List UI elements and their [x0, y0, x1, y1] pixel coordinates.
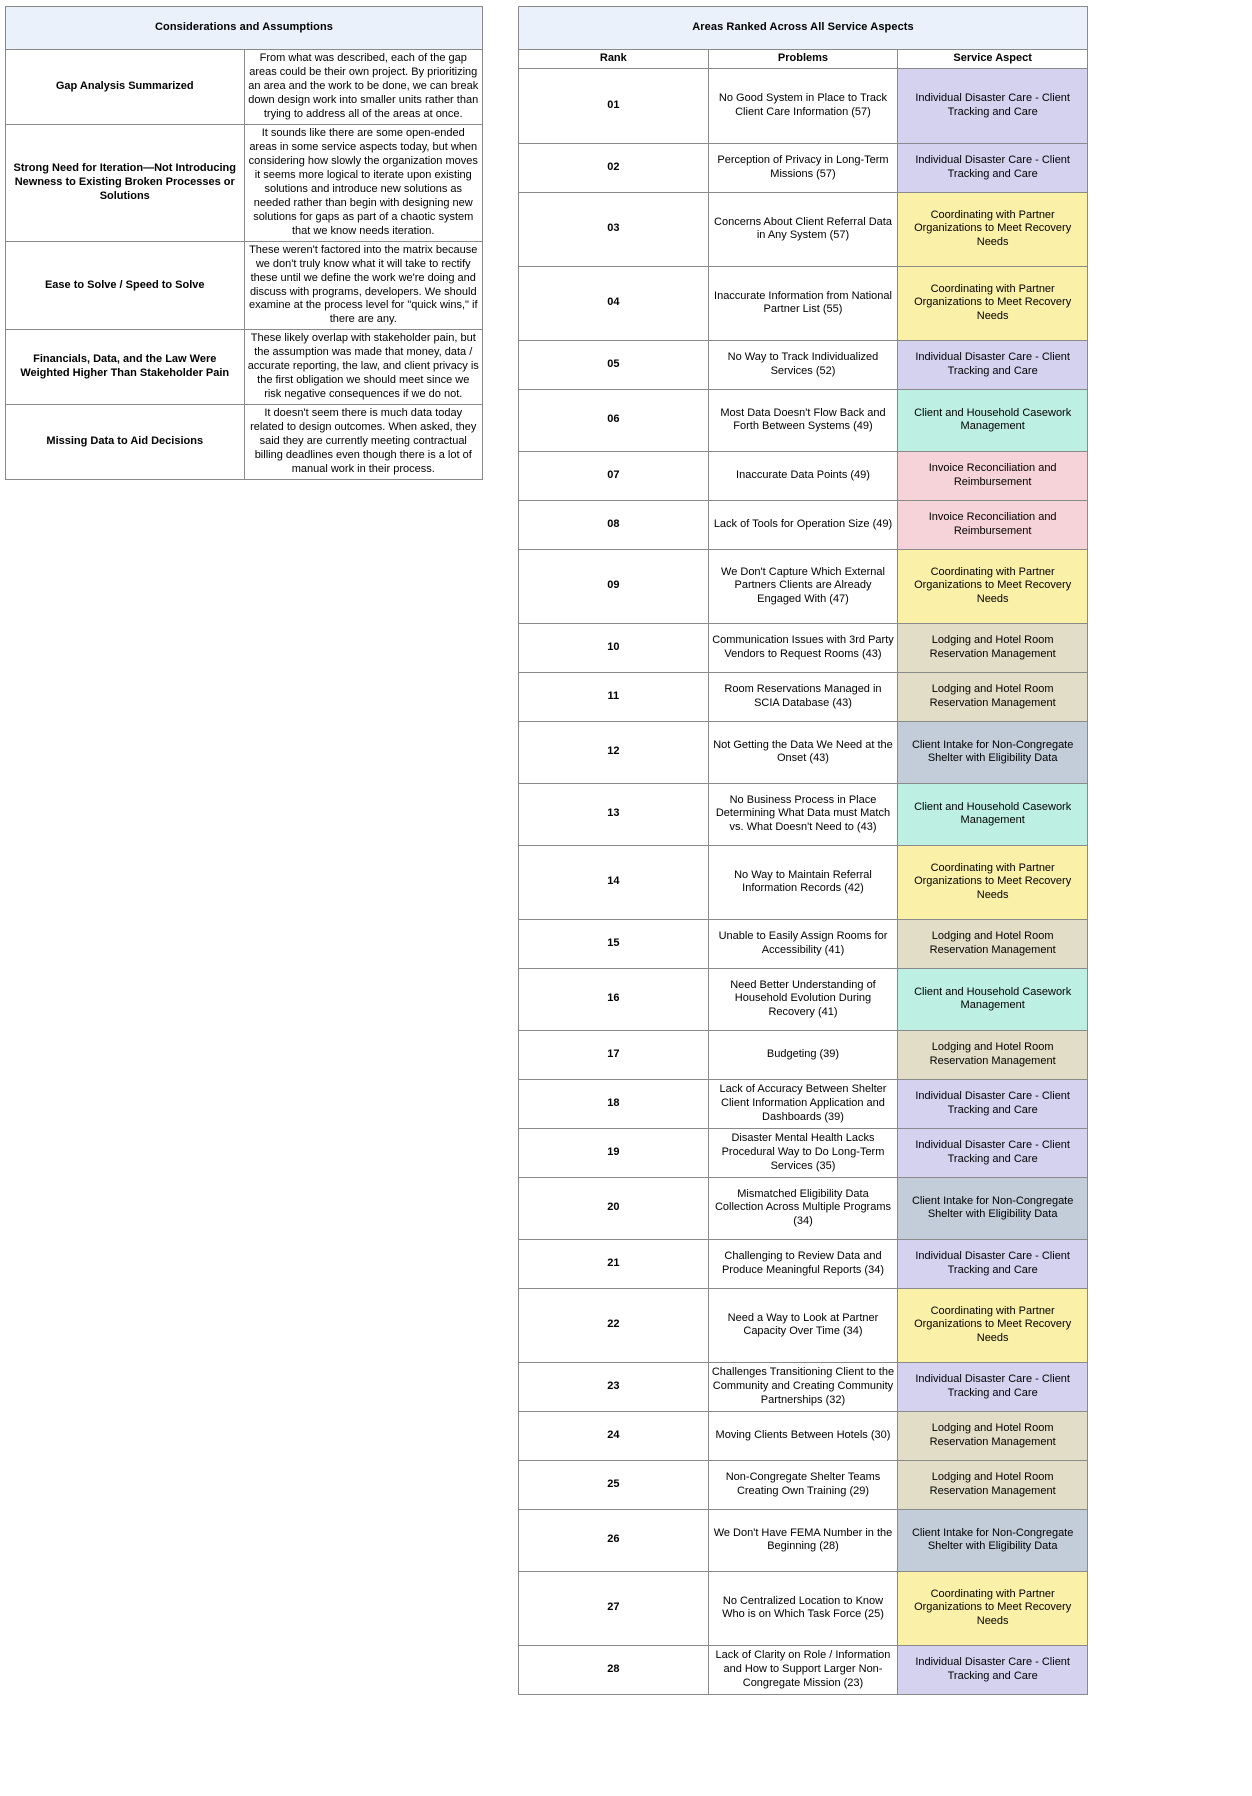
problem-cell: Room Reservations Managed in SCIA Database (43) — [708, 672, 898, 721]
rank-cell: 09 — [519, 549, 709, 623]
problem-cell: Communication Issues with 3rd Party Vendors to Request Rooms (43) — [708, 623, 898, 672]
column-header-rank: Rank — [519, 50, 709, 69]
rank-cell: 25 — [519, 1460, 709, 1509]
considerations-table — [5, 6, 483, 480]
problem-cell: Challenging to Review Data and Produce Meaningful Reports (34) — [708, 1239, 898, 1288]
rank-cell: 17 — [519, 1030, 709, 1079]
ranked-area-row — [519, 1030, 1088, 1079]
considerations-table-body — [6, 7, 483, 480]
service-aspect-cell: Client and Household Casework Management — [898, 783, 1088, 845]
service-aspect-cell: Coordinating with Partner Organizations to Meet Recovery Needs — [898, 1571, 1088, 1645]
consideration-description: It sounds like there are some open-ended areas in some service aspects today, but when considering how slowly the organization moves it seems more logical to iterate upon existing solutions and introduce new solutions as needed rather than begin with designing new solutions for gaps as part of a chaotic system that we know needs iteration. — [244, 124, 483, 241]
rank-cell: 06 — [519, 389, 709, 451]
rank-cell: 22 — [519, 1288, 709, 1362]
ranked-area-row — [519, 1645, 1088, 1694]
problem-cell: Unable to Easily Assign Rooms for Accessibility (41) — [708, 919, 898, 968]
service-aspect-cell: Individual Disaster Care - Client Tracking and Care — [898, 1128, 1088, 1177]
rank-cell: 08 — [519, 500, 709, 549]
ranked-areas-table — [518, 6, 1088, 1695]
problem-cell: We Don't Have FEMA Number in the Beginning (28) — [708, 1509, 898, 1571]
rank-cell: 07 — [519, 451, 709, 500]
consideration-label: Financials, Data, and the Law Were Weighted Higher Than Stakeholder Pain — [6, 330, 245, 405]
problem-cell: No Way to Maintain Referral Information Records (42) — [708, 845, 898, 919]
ranked-area-row — [519, 389, 1088, 451]
rank-cell: 15 — [519, 919, 709, 968]
rank-cell: 23 — [519, 1362, 709, 1411]
problem-cell: Challenges Transitioning Client to the Community and Creating Community Partnerships (32) — [708, 1362, 898, 1411]
rank-cell: 28 — [519, 1645, 709, 1694]
consideration-description: From what was described, each of the gap areas could be their own project. By prioritizing an area and the work to be done, we can break down design work into smaller units rather than trying to address all of the areas at once. — [244, 50, 483, 125]
problem-cell: Budgeting (39) — [708, 1030, 898, 1079]
service-aspect-cell: Client Intake for Non-Congregate Shelter with Eligibility Data — [898, 721, 1088, 783]
problem-cell: Not Getting the Data We Need at the Onset (43) — [708, 721, 898, 783]
problem-cell: Inaccurate Data Points (49) — [708, 451, 898, 500]
ranked-area-row — [519, 672, 1088, 721]
problem-cell: Disaster Mental Health Lacks Procedural Way to Do Long-Term Services (35) — [708, 1128, 898, 1177]
problem-cell: Lack of Accuracy Between Shelter Client Information Application and Dashboards (39) — [708, 1079, 898, 1128]
ranked-area-row — [519, 1460, 1088, 1509]
ranked-area-row — [519, 1239, 1088, 1288]
ranked-area-row — [519, 783, 1088, 845]
ranked-areas-panel — [518, 6, 1088, 1695]
problem-cell: Non-Congregate Shelter Teams Creating Own Training (29) — [708, 1460, 898, 1509]
ranked-area-row — [519, 1411, 1088, 1460]
consideration-row — [6, 330, 483, 405]
rank-cell: 03 — [519, 192, 709, 266]
service-aspect-cell: Individual Disaster Care - Client Tracking and Care — [898, 340, 1088, 389]
service-aspect-cell: Coordinating with Partner Organizations to Meet Recovery Needs — [898, 192, 1088, 266]
problem-cell: No Good System in Place to Track Client Care Information (57) — [708, 68, 898, 143]
ranked-area-row — [519, 845, 1088, 919]
ranked-areas-header-row — [519, 50, 1088, 69]
ranked-area-row — [519, 451, 1088, 500]
service-aspect-cell: Lodging and Hotel Room Reservation Management — [898, 1411, 1088, 1460]
ranked-area-row — [519, 1362, 1088, 1411]
consideration-row — [6, 124, 483, 241]
problem-cell: No Centralized Location to Know Who is on Which Task Force (25) — [708, 1571, 898, 1645]
consideration-label: Strong Need for Iteration—Not Introducing Newness to Existing Broken Processes or Solutions — [6, 124, 245, 241]
service-aspect-cell: Coordinating with Partner Organizations to Meet Recovery Needs — [898, 549, 1088, 623]
considerations-panel — [5, 6, 483, 480]
rank-cell: 04 — [519, 266, 709, 340]
problem-cell: Need a Way to Look at Partner Capacity Over Time (34) — [708, 1288, 898, 1362]
problem-cell: Inaccurate Information from National Partner List (55) — [708, 266, 898, 340]
rank-cell: 26 — [519, 1509, 709, 1571]
ranked-area-row — [519, 500, 1088, 549]
problem-cell: No Business Process in Place Determining What Data must Match vs. What Doesn't Need to (43) — [708, 783, 898, 845]
service-aspect-cell: Coordinating with Partner Organizations to Meet Recovery Needs — [898, 845, 1088, 919]
consideration-label: Missing Data to Aid Decisions — [6, 405, 245, 480]
problem-cell: Mismatched Eligibility Data Collection Across Multiple Programs (34) — [708, 1177, 898, 1239]
problem-cell: Concerns About Client Referral Data in Any System (57) — [708, 192, 898, 266]
considerations-title: Considerations and Assumptions — [6, 7, 483, 50]
problem-cell: Need Better Understanding of Household Evolution During Recovery (41) — [708, 968, 898, 1030]
column-header-problems: Problems — [708, 50, 898, 69]
problem-cell: Perception of Privacy in Long-Term Missions (57) — [708, 143, 898, 192]
rank-cell: 13 — [519, 783, 709, 845]
consideration-row — [6, 405, 483, 480]
rank-cell: 18 — [519, 1079, 709, 1128]
service-aspect-cell: Individual Disaster Care - Client Tracking and Care — [898, 1362, 1088, 1411]
rank-cell: 27 — [519, 1571, 709, 1645]
service-aspect-cell: Coordinating with Partner Organizations to Meet Recovery Needs — [898, 1288, 1088, 1362]
ranked-area-row — [519, 143, 1088, 192]
rank-cell: 14 — [519, 845, 709, 919]
service-aspect-cell: Lodging and Hotel Room Reservation Management — [898, 672, 1088, 721]
ranked-area-row — [519, 919, 1088, 968]
problem-cell: Lack of Clarity on Role / Information and How to Support Larger Non-Congregate Mission (23) — [708, 1645, 898, 1694]
service-aspect-cell: Individual Disaster Care - Client Tracking and Care — [898, 1239, 1088, 1288]
service-aspect-cell: Invoice Reconciliation and Reimbursement — [898, 500, 1088, 549]
ranked-area-row — [519, 721, 1088, 783]
ranked-area-row — [519, 340, 1088, 389]
service-aspect-cell: Client and Household Casework Management — [898, 389, 1088, 451]
service-aspect-cell: Individual Disaster Care - Client Tracking and Care — [898, 1079, 1088, 1128]
ranked-area-row — [519, 1288, 1088, 1362]
service-aspect-cell: Client Intake for Non-Congregate Shelter with Eligibility Data — [898, 1177, 1088, 1239]
service-aspect-cell: Lodging and Hotel Room Reservation Management — [898, 1030, 1088, 1079]
consideration-description: These weren't factored into the matrix because we don't truly know what it will take to rectify these until we define the work we're doing and discuss with programs, developers. We should examine at the process level for "quick wins," if there are any. — [244, 241, 483, 330]
ranked-area-row — [519, 1571, 1088, 1645]
rank-cell: 02 — [519, 143, 709, 192]
rank-cell: 20 — [519, 1177, 709, 1239]
ranked-area-row — [519, 266, 1088, 340]
service-aspect-cell: Client and Household Casework Management — [898, 968, 1088, 1030]
consideration-description: It doesn't seem there is much data today related to design outcomes. When asked, they said they are currently meeting contractual billing deadlines even though there is a lot of manual work in their process. — [244, 405, 483, 480]
rank-cell: 01 — [519, 68, 709, 143]
problem-cell: We Don't Capture Which External Partners Clients are Already Engaged With (47) — [708, 549, 898, 623]
column-header-service-aspect: Service Aspect — [898, 50, 1088, 69]
ranked-area-row — [519, 68, 1088, 143]
consideration-row — [6, 241, 483, 330]
ranked-areas-title-row — [519, 7, 1088, 50]
service-aspect-cell: Lodging and Hotel Room Reservation Management — [898, 1460, 1088, 1509]
service-aspect-cell: Individual Disaster Care - Client Tracking and Care — [898, 68, 1088, 143]
service-aspect-cell: Lodging and Hotel Room Reservation Management — [898, 919, 1088, 968]
ranked-area-row — [519, 1128, 1088, 1177]
ranked-area-row — [519, 549, 1088, 623]
rank-cell: 11 — [519, 672, 709, 721]
ranked-area-row — [519, 1509, 1088, 1571]
consideration-label: Gap Analysis Summarized — [6, 50, 245, 125]
service-aspect-cell: Individual Disaster Care - Client Tracking and Care — [898, 1645, 1088, 1694]
rank-cell: 21 — [519, 1239, 709, 1288]
service-aspect-cell: Client Intake for Non-Congregate Shelter with Eligibility Data — [898, 1509, 1088, 1571]
problem-cell: Lack of Tools for Operation Size (49) — [708, 500, 898, 549]
ranked-area-row — [519, 1079, 1088, 1128]
ranked-area-row — [519, 192, 1088, 266]
consideration-row — [6, 50, 483, 125]
ranked-area-row — [519, 968, 1088, 1030]
problem-cell: No Way to Track Individualized Services (52) — [708, 340, 898, 389]
rank-cell: 16 — [519, 968, 709, 1030]
rank-cell: 12 — [519, 721, 709, 783]
problem-cell: Moving Clients Between Hotels (30) — [708, 1411, 898, 1460]
problem-cell: Most Data Doesn't Flow Back and Forth Between Systems (49) — [708, 389, 898, 451]
ranked-area-row — [519, 1177, 1088, 1239]
rank-cell: 19 — [519, 1128, 709, 1177]
consideration-label: Ease to Solve / Speed to Solve — [6, 241, 245, 330]
rank-cell: 05 — [519, 340, 709, 389]
rank-cell: 10 — [519, 623, 709, 672]
service-aspect-cell: Individual Disaster Care - Client Tracking and Care — [898, 143, 1088, 192]
ranked-area-row — [519, 623, 1088, 672]
rank-cell: 24 — [519, 1411, 709, 1460]
consideration-description: These likely overlap with stakeholder pain, but the assumption was made that money, data / accurate reporting, the law, and client privacy is the first obligation we should meet since we risk negative consequences if we do not. — [244, 330, 483, 405]
service-aspect-cell: Lodging and Hotel Room Reservation Management — [898, 623, 1088, 672]
ranked-areas-table-body — [519, 7, 1088, 1695]
service-aspect-cell: Coordinating with Partner Organizations to Meet Recovery Needs — [898, 266, 1088, 340]
ranked-areas-title: Areas Ranked Across All Service Aspects — [519, 7, 1088, 50]
considerations-title-row — [6, 7, 483, 50]
service-aspect-cell: Invoice Reconciliation and Reimbursement — [898, 451, 1088, 500]
